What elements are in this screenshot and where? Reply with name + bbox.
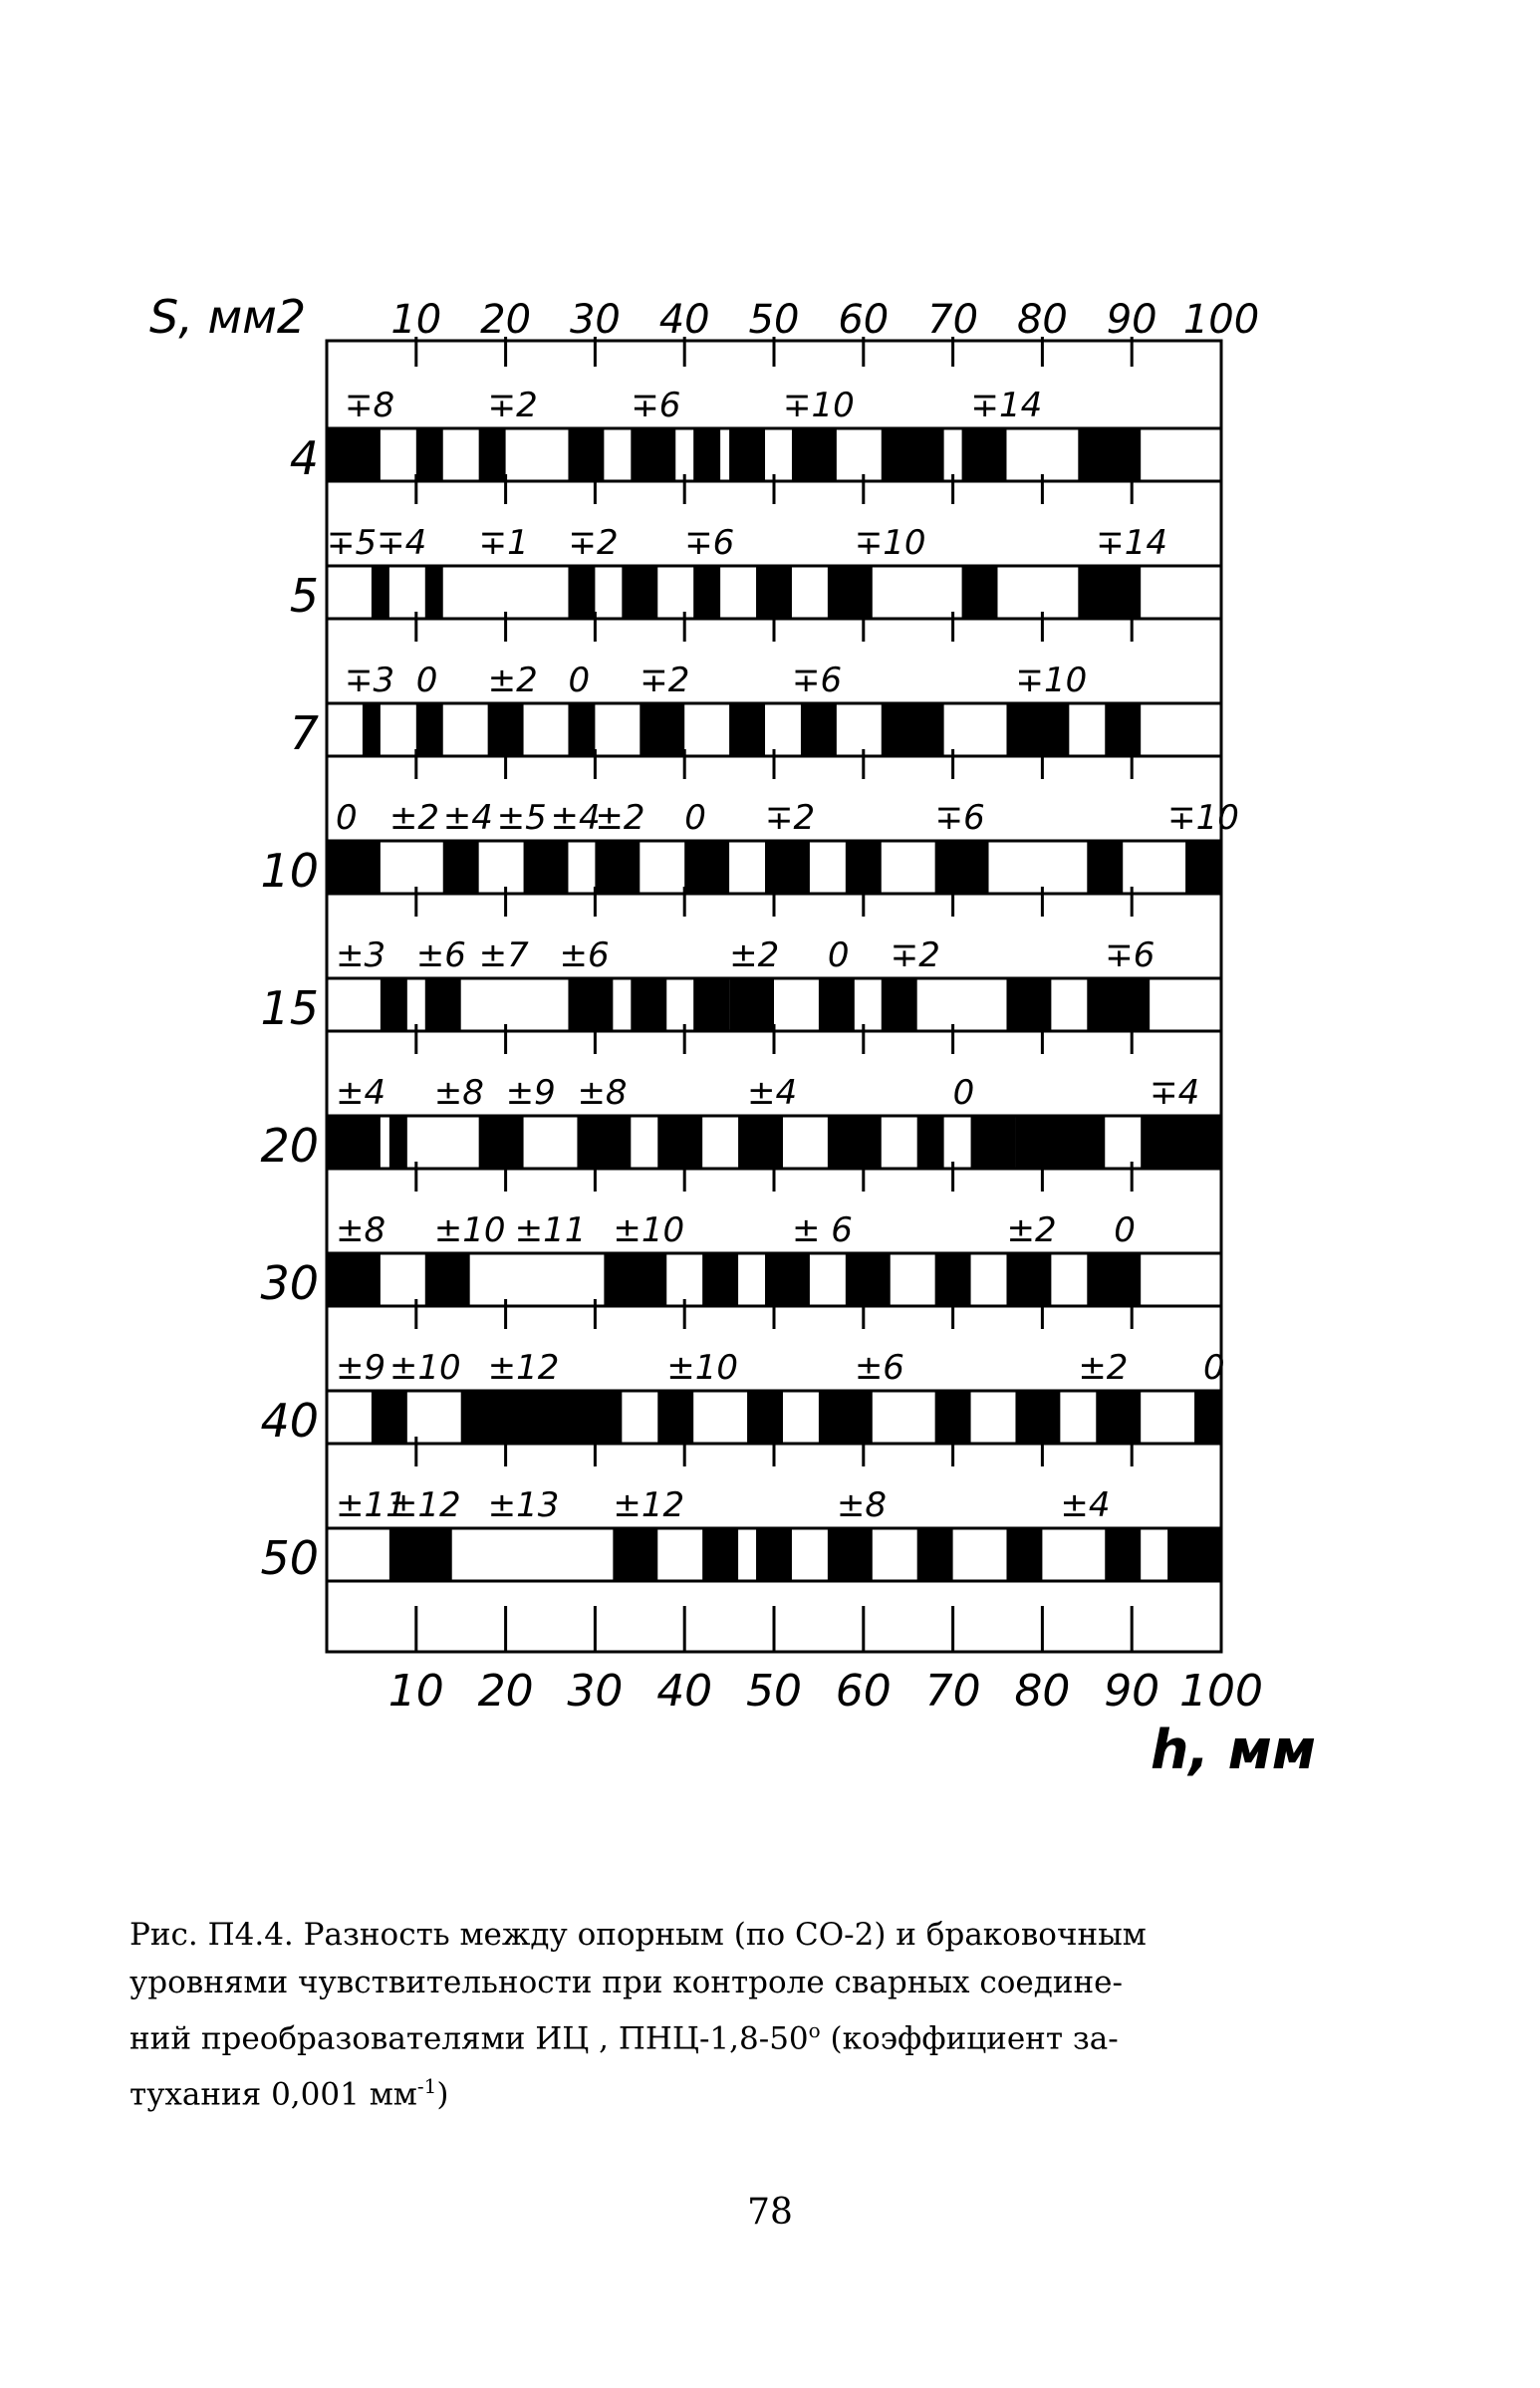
x-axis-label: h, мм bbox=[1151, 1719, 1317, 1781]
difference-label: ±2 bbox=[487, 661, 538, 700]
difference-label: ±3 bbox=[335, 935, 386, 975]
bar-segment bbox=[747, 1391, 783, 1444]
bar-segment bbox=[971, 1116, 1016, 1169]
difference-label: ±9 bbox=[335, 1348, 386, 1388]
bar-segment bbox=[631, 978, 666, 1031]
bar-segment bbox=[1078, 428, 1141, 481]
bar-segment bbox=[1087, 978, 1150, 1031]
difference-label: ±6 bbox=[415, 935, 466, 975]
bar-segment bbox=[1105, 1528, 1141, 1581]
caption-text: (коэффициент за- bbox=[820, 2020, 1119, 2057]
bar-segment bbox=[631, 428, 675, 481]
caption-text: ний преобразователями ИЦ , ПНЦ-1,8-50 bbox=[129, 2020, 809, 2057]
x-tick-label: 30 bbox=[569, 297, 621, 343]
difference-label: ∓10 bbox=[1167, 798, 1239, 838]
x-tick-label: 70 bbox=[927, 297, 979, 343]
bar-segment bbox=[702, 1528, 738, 1581]
difference-label: ±8 bbox=[836, 1485, 887, 1525]
bar-segment bbox=[693, 978, 729, 1031]
diagram-rows bbox=[260, 337, 1238, 1585]
x-tick-label: 10 bbox=[387, 1666, 444, 1717]
difference-label: 0 bbox=[335, 798, 358, 838]
difference-label: ±12 bbox=[613, 1485, 685, 1525]
bar-segment bbox=[425, 978, 461, 1031]
difference-label: ∓10 bbox=[854, 523, 926, 563]
caption-text: ) bbox=[436, 2076, 449, 2113]
difference-label: ±6 bbox=[854, 1348, 904, 1388]
x-tick-label: 100 bbox=[1182, 297, 1260, 343]
difference-label: ∓6 bbox=[791, 661, 843, 700]
x-tick-label: 50 bbox=[746, 1666, 802, 1717]
x-tick-label: 100 bbox=[1179, 1666, 1263, 1717]
s-value-label: 50 bbox=[260, 1531, 319, 1585]
s-value-label: 4 bbox=[289, 431, 319, 485]
diagram-row bbox=[290, 474, 1221, 623]
bar-segment bbox=[1105, 703, 1141, 756]
bar-segment bbox=[479, 428, 506, 481]
diagram-row bbox=[260, 887, 1221, 1035]
bar-segment bbox=[962, 428, 1007, 481]
diagram-row bbox=[260, 1437, 1221, 1585]
x-tick-label: 70 bbox=[924, 1666, 981, 1717]
bar-segment bbox=[917, 1528, 953, 1581]
row-bar-outline bbox=[327, 703, 1221, 756]
bar-segment bbox=[702, 1253, 738, 1306]
bar-segment bbox=[962, 566, 998, 619]
bar-segment bbox=[1006, 1253, 1051, 1306]
difference-label: ±4 bbox=[1060, 1485, 1111, 1525]
difference-label: ∓6 bbox=[934, 798, 985, 838]
bar-segment bbox=[461, 1391, 623, 1444]
difference-label: ±4 bbox=[550, 798, 601, 838]
difference-label: 0 bbox=[1114, 1210, 1136, 1250]
bar-segment bbox=[729, 703, 765, 756]
difference-label: ∓14 bbox=[1096, 523, 1168, 563]
bar-segment bbox=[756, 1528, 792, 1581]
x-tick-label: 10 bbox=[390, 297, 442, 343]
diagram-row bbox=[260, 749, 1238, 898]
difference-label: ±8 bbox=[433, 1073, 484, 1113]
difference-label: 0 bbox=[415, 661, 438, 700]
bar-segment bbox=[1167, 1528, 1221, 1581]
bar-segment bbox=[846, 841, 882, 894]
difference-label: ±10 bbox=[666, 1348, 739, 1388]
bar-segment bbox=[765, 841, 810, 894]
bar-segment bbox=[327, 841, 381, 894]
caption-superscript: о bbox=[808, 2018, 821, 2042]
difference-label: ±11 bbox=[335, 1485, 407, 1525]
difference-label: ∓10 bbox=[1015, 661, 1088, 700]
diagram-row bbox=[260, 1024, 1221, 1173]
bar-segment bbox=[1185, 841, 1221, 894]
x-tick-label: 80 bbox=[1014, 1666, 1071, 1717]
difference-label: ±2 bbox=[729, 935, 780, 975]
difference-label: ±10 bbox=[388, 1348, 461, 1388]
bar-segment bbox=[425, 566, 443, 619]
difference-label: ±9 bbox=[505, 1073, 556, 1113]
difference-label: ∓2 bbox=[890, 935, 940, 975]
s-value-label: 5 bbox=[289, 569, 319, 623]
bar-segment bbox=[1194, 1391, 1221, 1444]
s-value-label: 15 bbox=[260, 981, 319, 1035]
bar-segment bbox=[882, 703, 944, 756]
x-tick-label: 60 bbox=[835, 1666, 892, 1717]
caption-superscript: -1 bbox=[416, 2074, 437, 2099]
difference-label: 0 bbox=[827, 935, 850, 975]
x-tick-label: 90 bbox=[1104, 1666, 1160, 1717]
x-tick-label: 40 bbox=[656, 1666, 713, 1717]
x-tick-label: 40 bbox=[658, 297, 710, 343]
difference-label: ±12 bbox=[388, 1485, 461, 1525]
difference-label: ±12 bbox=[487, 1348, 560, 1388]
s-value-label: 40 bbox=[260, 1394, 319, 1448]
bar-segment bbox=[935, 1253, 971, 1306]
bar-segment bbox=[595, 841, 640, 894]
s-value-label: 7 bbox=[289, 706, 319, 760]
figure-caption bbox=[129, 1911, 1215, 2119]
bar-segment bbox=[828, 1528, 873, 1581]
difference-label: ± 6 bbox=[791, 1210, 853, 1250]
bar-segment bbox=[327, 1116, 381, 1169]
bar-segment bbox=[801, 703, 837, 756]
bar-segment bbox=[1078, 566, 1141, 619]
bar-segment bbox=[935, 841, 989, 894]
y-axis-label: S, мм2 bbox=[149, 290, 307, 344]
bar-segment bbox=[1015, 1391, 1060, 1444]
bar-segment bbox=[657, 1391, 693, 1444]
diagram-row bbox=[290, 337, 1221, 485]
bar-segment bbox=[613, 1528, 657, 1581]
difference-label: ∓6 bbox=[1105, 935, 1155, 975]
diagram-row bbox=[260, 1162, 1221, 1310]
s-value-label: 30 bbox=[260, 1256, 319, 1310]
bar-segment bbox=[756, 566, 792, 619]
top-tick-labels bbox=[390, 297, 1259, 343]
difference-label: ±7 bbox=[478, 935, 529, 975]
bar-segment bbox=[1096, 1391, 1141, 1444]
difference-label: ∓6 bbox=[684, 523, 735, 563]
bar-segment bbox=[416, 703, 443, 756]
difference-label: 0 bbox=[684, 798, 706, 838]
bar-segment bbox=[1087, 841, 1123, 894]
bar-segment bbox=[425, 1253, 470, 1306]
bar-segment bbox=[568, 428, 604, 481]
bar-segment bbox=[819, 1391, 873, 1444]
difference-label: ±2 bbox=[1006, 1210, 1057, 1250]
difference-label: ±13 bbox=[487, 1485, 560, 1525]
bar-segment bbox=[622, 566, 657, 619]
bar-segment bbox=[819, 978, 855, 1031]
bar-segment bbox=[363, 703, 381, 756]
difference-label: ±4 bbox=[747, 1073, 798, 1113]
difference-label: ∓2 bbox=[487, 386, 538, 425]
difference-label: ±4 bbox=[442, 798, 493, 838]
bar-segment bbox=[846, 1253, 891, 1306]
bar-segment bbox=[882, 978, 917, 1031]
bar-segment bbox=[372, 1391, 407, 1444]
x-tick-label: 50 bbox=[748, 297, 800, 343]
bar-segment bbox=[1087, 1253, 1141, 1306]
bar-segment bbox=[684, 841, 729, 894]
diagram-row bbox=[290, 612, 1221, 760]
difference-label: ±2 bbox=[1078, 1348, 1129, 1388]
bar-segment bbox=[327, 1253, 381, 1306]
difference-label: ∓2 bbox=[765, 798, 816, 838]
difference-label: ±2 bbox=[595, 798, 645, 838]
bar-segment bbox=[935, 1391, 971, 1444]
difference-label: ±8 bbox=[577, 1073, 628, 1113]
bar-segment bbox=[882, 428, 944, 481]
difference-label: 0 bbox=[568, 661, 591, 700]
difference-label: ±6 bbox=[559, 935, 610, 975]
bar-segment bbox=[372, 566, 389, 619]
difference-label: ±10 bbox=[433, 1210, 506, 1250]
diagram-row bbox=[260, 1299, 1224, 1448]
x-tick-label: 80 bbox=[1016, 297, 1068, 343]
difference-label: ∓8 bbox=[344, 386, 395, 425]
bar-segment bbox=[1006, 1528, 1042, 1581]
bar-segment bbox=[1015, 1116, 1105, 1169]
bar-segment bbox=[765, 1253, 810, 1306]
difference-label: ∓3 bbox=[344, 661, 395, 700]
difference-label: ∓2 bbox=[640, 661, 690, 700]
difference-label: ±5 bbox=[496, 798, 547, 838]
bar-segment bbox=[416, 428, 443, 481]
difference-label: ±10 bbox=[613, 1210, 685, 1250]
difference-label: ∓2 bbox=[568, 523, 619, 563]
difference-label: ∓10 bbox=[782, 386, 855, 425]
bar-segment bbox=[479, 1116, 524, 1169]
bar-segment bbox=[568, 566, 595, 619]
bar-segment bbox=[693, 428, 720, 481]
bar-segment bbox=[389, 1528, 452, 1581]
bar-segment bbox=[604, 1253, 666, 1306]
bar-segment bbox=[917, 1116, 944, 1169]
caption-text: тухания 0,001 мм bbox=[129, 2076, 417, 2113]
bar-segment bbox=[488, 703, 524, 756]
s-value-label: 10 bbox=[260, 844, 319, 898]
bar-segment bbox=[729, 428, 765, 481]
page-number: 78 bbox=[747, 2192, 793, 2233]
bar-segment bbox=[443, 841, 479, 894]
difference-label: 0 bbox=[952, 1073, 975, 1113]
difference-label: ±2 bbox=[388, 798, 439, 838]
x-tick-label: 20 bbox=[480, 297, 532, 343]
x-tick-label: 60 bbox=[838, 297, 890, 343]
bar-segment bbox=[640, 703, 684, 756]
difference-label: ±11 bbox=[514, 1210, 587, 1250]
bar-segment bbox=[729, 978, 774, 1031]
difference-label: ∓14 bbox=[970, 386, 1043, 425]
bar-segment bbox=[1006, 703, 1069, 756]
caption-line: Рис. П4.4. Разность между опорным (по СО-2) и браковочным bbox=[129, 1917, 1147, 1953]
difference-label: ∓4 bbox=[1150, 1073, 1200, 1113]
bar-segment bbox=[828, 1116, 882, 1169]
bar-segment bbox=[568, 703, 595, 756]
difference-label: ∓6 bbox=[631, 386, 681, 425]
bar-segment bbox=[524, 841, 569, 894]
bar-segment bbox=[792, 428, 837, 481]
bottom-tick-labels bbox=[388, 1666, 1263, 1717]
difference-label: ±8 bbox=[335, 1210, 386, 1250]
caption-line bbox=[129, 2006, 1215, 2062]
bar-segment bbox=[693, 566, 720, 619]
difference-label: ∓5∓4 bbox=[327, 523, 427, 563]
bar-segment bbox=[327, 428, 381, 481]
bar-segment bbox=[1006, 978, 1051, 1031]
bar-segment bbox=[577, 1116, 631, 1169]
bar-segment bbox=[568, 978, 613, 1031]
bar-segment bbox=[828, 566, 873, 619]
bar-segment bbox=[1141, 1116, 1221, 1169]
s-value-label: 20 bbox=[260, 1119, 319, 1173]
difference-label: ∓1 bbox=[478, 523, 529, 563]
x-tick-label: 20 bbox=[477, 1666, 534, 1717]
x-tick-label: 30 bbox=[567, 1666, 624, 1717]
x-tick-label: 90 bbox=[1106, 297, 1157, 343]
caption-line: уровнями чувствительности при контроле сварных соедине- bbox=[129, 1965, 1123, 2000]
caption-line bbox=[129, 2062, 1215, 2118]
bar-segment bbox=[738, 1116, 783, 1169]
difference-label: ±4 bbox=[335, 1073, 386, 1113]
bar-segment bbox=[389, 1116, 407, 1169]
difference-label: 0 bbox=[1203, 1348, 1225, 1388]
bar-segment bbox=[657, 1116, 702, 1169]
bar-segment bbox=[381, 978, 407, 1031]
